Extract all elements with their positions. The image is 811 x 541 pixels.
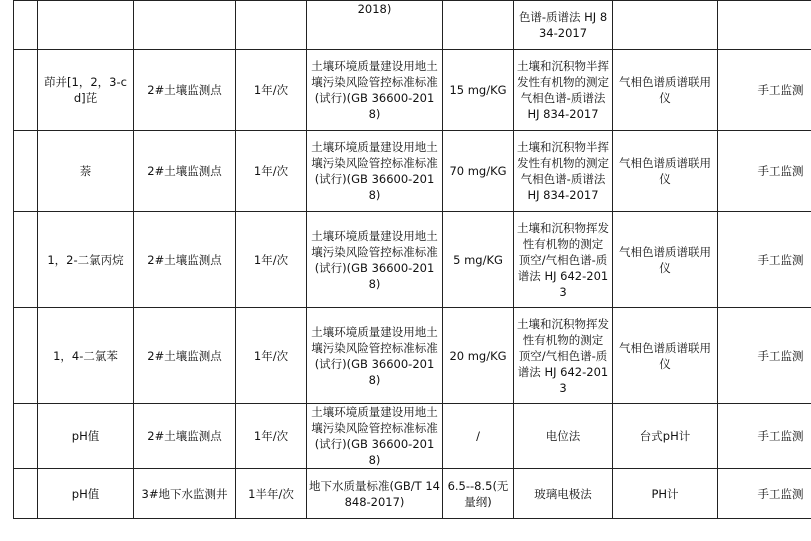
mode-cell: 手工监测	[718, 308, 811, 404]
monitoring-table	[13, 0, 811, 519]
standard-cell: 土壤环境质量建设用地土壤污染风险管控标准标准(试行)(GB 36600-2018)	[307, 131, 443, 212]
table-row	[14, 308, 811, 404]
item-cell: 萘	[38, 131, 134, 212]
table-row	[14, 404, 811, 469]
method-cell: 土壤和沉积物半挥发性有机物的测定 气相色谱-质谱法 HJ 834-2017	[514, 50, 613, 131]
item-cell: 1，4-二氯苯	[38, 308, 134, 404]
method-cell: 土壤和沉积物挥发性有机物的测定 顶空/气相色谱-质谱法 HJ 642-2013	[514, 308, 613, 404]
freq-cell: 1年/次	[236, 131, 307, 212]
point-cell	[134, 1, 236, 50]
method-cell: 土壤和沉积物挥发性有机物的测定 顶空/气相色谱-质谱法 HJ 642-2013	[514, 212, 613, 308]
method-cell: 色谱-质谱法 HJ 834-2017	[514, 1, 613, 50]
limit-cell: 15 mg/KG	[443, 50, 514, 131]
instrument-cell: 气相色谱质谱联用仪	[613, 50, 718, 131]
table-row	[14, 469, 811, 519]
method-cell: 玻璃电极法	[514, 469, 613, 519]
side-cell	[14, 212, 38, 308]
limit-cell: /	[443, 404, 514, 469]
method-cell: 电位法	[514, 404, 613, 469]
mode-cell: 手工监测	[718, 131, 811, 212]
table-row	[14, 1, 811, 50]
point-cell: 2#土壤监测点	[134, 212, 236, 308]
point-cell: 2#土壤监测点	[134, 50, 236, 131]
standard-cell: 土壤环境质量建设用地土壤污染风险管控标准标准(试行)(GB 36600-2018)	[307, 404, 443, 469]
limit-cell: 6.5--8.5(无量纲)	[443, 469, 514, 519]
point-cell: 3#地下水监测井	[134, 469, 236, 519]
point-cell: 2#土壤监测点	[134, 131, 236, 212]
side-cell	[14, 50, 38, 131]
mode-cell: 手工监测	[718, 212, 811, 308]
item-cell: pH值	[38, 404, 134, 469]
mode-cell	[718, 1, 811, 50]
limit-cell: 20 mg/KG	[443, 308, 514, 404]
side-cell	[14, 1, 38, 50]
mode-cell: 手工监测	[718, 469, 811, 519]
item-cell: 1，2-二氯丙烷	[38, 212, 134, 308]
freq-cell: 1年/次	[236, 212, 307, 308]
freq-cell: 1年/次	[236, 308, 307, 404]
standard-cell: 土壤环境质量建设用地土壤污染风险管控标准标准(试行)(GB 36600-2018)	[307, 50, 443, 131]
freq-cell	[236, 1, 307, 50]
standard-cell: 2018)	[307, 1, 443, 50]
item-cell	[38, 1, 134, 50]
instrument-cell: 气相色谱质谱联用仪	[613, 212, 718, 308]
instrument-cell: 气相色谱质谱联用仪	[613, 131, 718, 212]
freq-cell: 1年/次	[236, 50, 307, 131]
standard-cell: 地下水质量标准(GB/T 14848-2017)	[307, 469, 443, 519]
side-cell	[14, 131, 38, 212]
item-cell: 茚并[1，2，3-cd]芘	[38, 50, 134, 131]
instrument-cell	[613, 1, 718, 50]
instrument-cell: 台式pH计	[613, 404, 718, 469]
standard-cell: 土壤环境质量建设用地土壤污染风险管控标准标准(试行)(GB 36600-2018)	[307, 308, 443, 404]
side-cell	[14, 308, 38, 404]
side-cell	[14, 469, 38, 519]
limit-cell	[443, 1, 514, 50]
mode-cell: 手工监测	[718, 404, 811, 469]
point-cell: 2#土壤监测点	[134, 404, 236, 469]
freq-cell: 1年/次	[236, 404, 307, 469]
point-cell: 2#土壤监测点	[134, 308, 236, 404]
side-cell	[14, 404, 38, 469]
freq-cell: 1半年/次	[236, 469, 307, 519]
table-row	[14, 131, 811, 212]
table-row	[14, 50, 811, 131]
item-cell: pH值	[38, 469, 134, 519]
instrument-cell: PH计	[613, 469, 718, 519]
instrument-cell: 气相色谱质谱联用仪	[613, 308, 718, 404]
mode-cell: 手工监测	[718, 50, 811, 131]
table-row	[14, 212, 811, 308]
standard-cell: 土壤环境质量建设用地土壤污染风险管控标准标准(试行)(GB 36600-2018)	[307, 212, 443, 308]
limit-cell: 5 mg/KG	[443, 212, 514, 308]
method-cell: 土壤和沉积物半挥发性有机物的测定 气相色谱-质谱法 HJ 834-2017	[514, 131, 613, 212]
limit-cell: 70 mg/KG	[443, 131, 514, 212]
